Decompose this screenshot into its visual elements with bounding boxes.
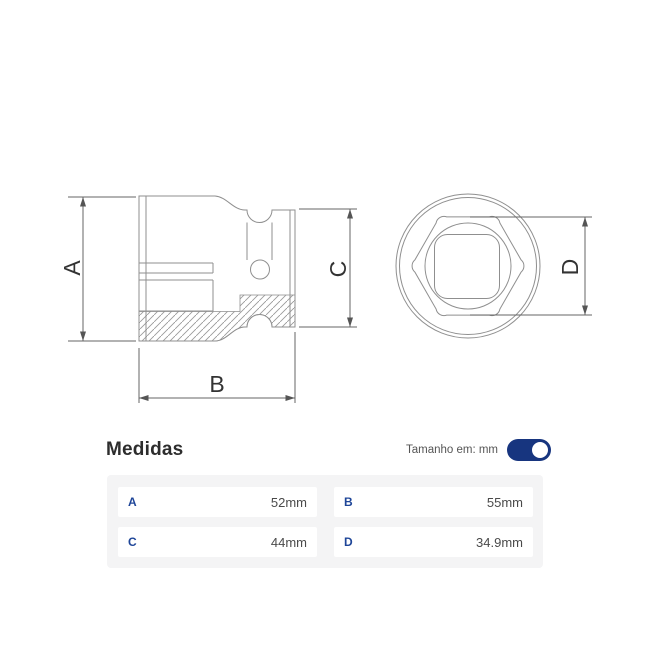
hex-recess-lines (139, 263, 213, 311)
measure-value: 55mm (486, 494, 523, 510)
unit-toggle-knob (532, 442, 548, 458)
outer-circle (396, 194, 540, 338)
measure-value: 34.9mm (476, 534, 523, 550)
outer-circle-inner (400, 198, 537, 335)
dim-label-c: C (325, 260, 352, 278)
unit-toggle-group (406, 439, 551, 461)
dim-label-a: A (59, 260, 86, 276)
measure-value: 52mm (270, 494, 307, 510)
pin-hole (251, 260, 270, 279)
measure-cell-a (118, 487, 317, 517)
side-view (139, 196, 295, 341)
measure-value: 44mm (270, 534, 307, 550)
hex-profile (412, 216, 524, 315)
measure-cell-b (334, 487, 533, 517)
section-hatch (139, 295, 295, 341)
measure-cell-d (334, 527, 533, 557)
unit-toggle[interactable] (507, 439, 551, 461)
measure-key: A (128, 495, 137, 509)
dim-label-d: D (557, 258, 584, 276)
measurements-header (106, 436, 551, 464)
bore-circle (425, 223, 511, 309)
unit-toggle-label: Tamanho em: mm (405, 444, 498, 456)
front-view (396, 194, 540, 338)
measure-key: D (344, 535, 353, 549)
square-drive (435, 235, 500, 299)
dimension-lines (68, 197, 592, 403)
dim-label-b: B (209, 371, 225, 397)
measure-cell-c (118, 527, 317, 557)
measure-key: B (344, 495, 353, 509)
measurements-panel (107, 475, 543, 568)
measure-key: C (128, 535, 137, 549)
measurements-title: Medidas (106, 439, 184, 460)
